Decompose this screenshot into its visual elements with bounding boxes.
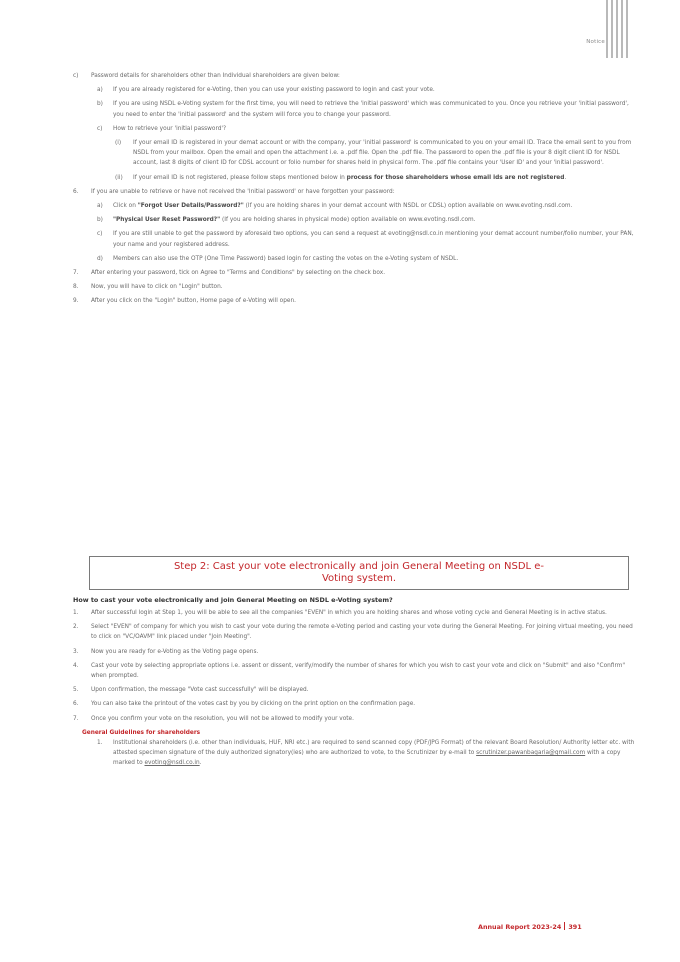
general-guidelines-heading: General Guidelines for shareholders [82, 729, 201, 736]
list-item: 2. Select "EVEN" of company for which you wish to cast your vote during the remote e-Voting period and casting your vote during the General Meeting. For joining virtual meeting, you need to click on "VC/OAVM" link placed under "Join Meeting". [73, 624, 633, 641]
sub-item: a) Click on "Forgot User Details/Password?" (If you are holding shares in your demat account with NSDL or CDSL) option available on www.evoting.nsdl.com. [97, 203, 573, 210]
report-title: Annual Report 2023-24 [478, 923, 562, 931]
sub-item: 1. Institutional shareholders (i.e. other than individuals, HUF, NRI etc.) are required to send scanned copy (PDF/JPG Format) of the relevant Board Resolution/ Authority letter etc. with attested specimen signature of the duly authorized signatory(ies) who are authorized to vote, to the Scrutinizer by e-mail to scrutinizer.pawanbagaria@gmail.com with a copy marked to evoting@nsdl.co.in. [97, 740, 635, 767]
sub-item: c) If you are still unable to get the password by aforesaid two options, you can send a request at evoting@nsdl.co.in mentioning your demat account number/folio number, your PAN, your name and your registered address. [97, 231, 634, 248]
section-heading: How to cast your vote electronically and join General Meeting on NSDL e-Voting system? [73, 596, 393, 604]
process-link-text: process for those shareholders whose email ids are not registered [346, 174, 565, 181]
step2-heading-box [89, 556, 629, 590]
sub-item: c) How to retrieve your 'initial password'? [97, 125, 227, 132]
sub-sub-item: (i) If your email ID is registered in your demat account or with the company, your 'initial password' is communicated to you on your email ID. Trace the email sent to you from NSDL from your mailbox. Open the email and open the attachment i.e. a .pdf file. Open the .pdf file. The password to open the .pdf file is your 8 digit client ID for NSDL account, last 8 digits of client ID for CDSL account or folio number for shares held in physical form. The .pdf file contains your 'User ID' and your 'initial password'. [115, 140, 632, 167]
sub-item: b) "Physical User Reset Password?" (If you are holding shares in physical mode) option available on www.evoting.nsdl.com. [97, 217, 476, 224]
section-label: Notice [586, 39, 605, 45]
list-item: 6. If you are unable to retrieve or have not received the 'Initial password' or have forgotten your password: [73, 188, 395, 195]
header-stripes [606, 0, 628, 58]
sub-item: a) If you are already registered for e-Voting, then you can use your existing password to login and cast your vote. [97, 87, 435, 94]
page-number: 391 [568, 923, 582, 931]
list-item: c) Password details for shareholders other than Individual shareholders are given below: [73, 73, 340, 79]
scrutinizer-email-link[interactable]: scrutinizer.pawanbagaria@gmail.com [476, 750, 586, 757]
sub-sub-item: (ii) If your email ID is not registered, please follow steps mentioned below in process for those shareholders whose email ids are not registered. [115, 174, 567, 181]
list-item: 5. Upon confirmation, the message "Vote cast successfully" will be displayed. [73, 687, 309, 694]
sub-item: d) Members can also use the OTP (One Time Password) based login for casting the votes on the e-Voting system of NSDL. [97, 255, 459, 262]
section2-content [73, 608, 635, 773]
evoting-email-link[interactable]: evoting@nsdl.co.in [144, 760, 200, 767]
list-item: 7. Once you confirm your vote on the resolution, you will not be allowed to modify your vote. [73, 715, 354, 722]
list-item: 7. After entering your password, tick on Agree to "Terms and Conditions" by selecting on the check box. [73, 270, 386, 277]
list-item: 9. After you click on the "Login" button, Home page of e-Voting will open. [73, 298, 296, 305]
list-item: 4. Cast your vote by selecting appropriate options i.e. assent or dissent, verify/modify the number of shares for which you wish to cast your vote and click on "Submit" and also "Confirm" when prompted. [73, 662, 626, 680]
section1-content [73, 71, 635, 311]
list-item: 3. Now you are ready for e-Voting as the Voting page opens. [73, 648, 259, 655]
sub-item: b) If you are using NSDL e-Voting system for the first time, you will need to retrieve the 'initial password' which was communicated to you. Once you retrieve your 'initial password', you need to enter the 'initial password' and the system will force you to change your password. [97, 101, 629, 118]
list-item: 6. You can also take the printout of the votes cast by you by clicking on the print option on the confirmation page. [73, 701, 416, 708]
step2-title: Step 2: Cast your vote electronically and join General Meeting on NSDL e-Voting system. [173, 561, 545, 584]
list-item: 8. Now, you will have to click on "Login" button. [73, 284, 223, 291]
page-footer [478, 922, 582, 931]
list-item: 1. After successful login at Step 1, you will be able to see all the companies "EVEN" in which you are holding shares and whose voting cycle and General Meeting is in active status. [73, 610, 607, 616]
